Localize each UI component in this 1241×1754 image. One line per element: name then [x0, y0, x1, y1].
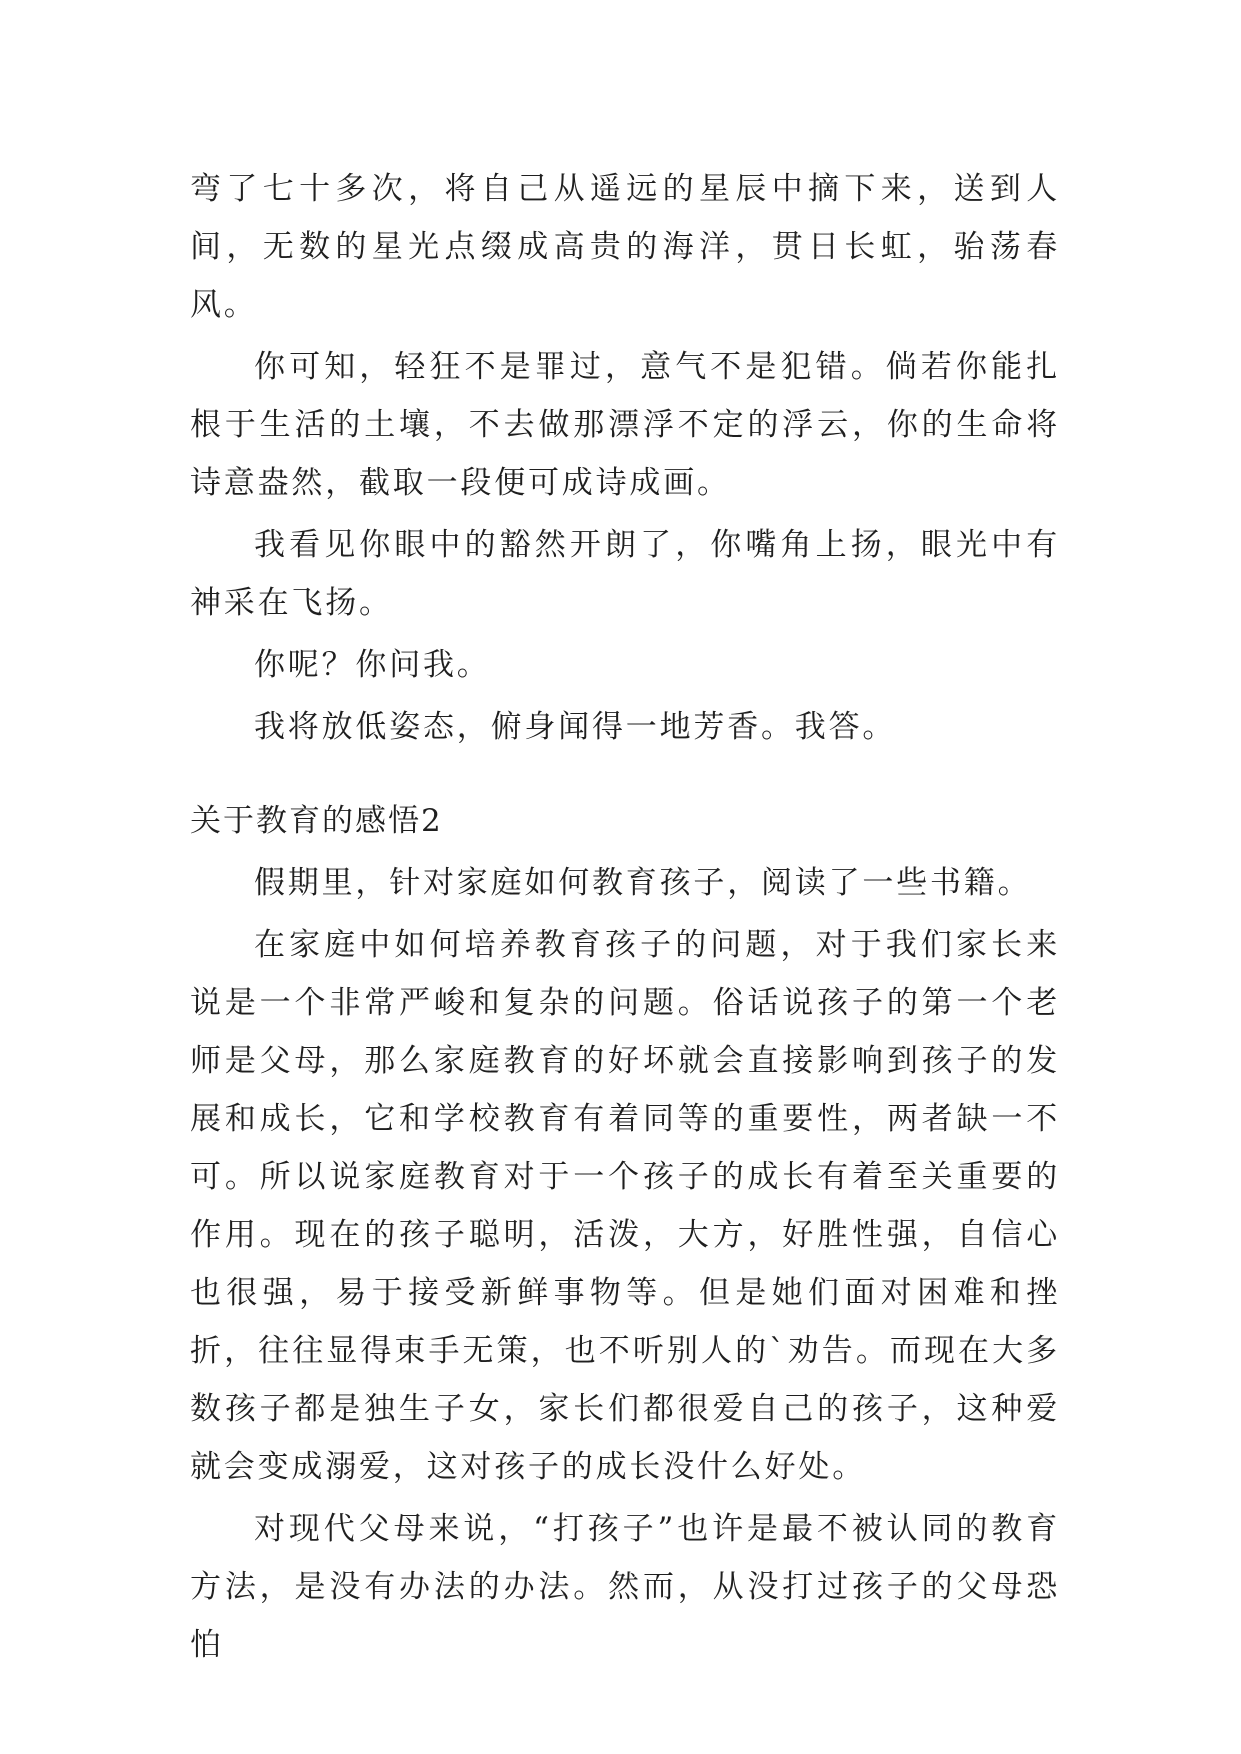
paragraph-7: 在家庭中如何培养教育孩子的问题，对于我们家长来说是一个非常严峻和复杂的问题。俗话说孩子的第一个老师是父母，那么家庭教育的好坏就会直接影响到孩子的发展和成长，它和学校教育有着同等的重要性，两者缺一不可。所以说家庭教育对于一个孩子的成长有着至关重要的作用。现在的孩子聪明，活泼，大方，好胜性强，自信心也很强，易于接受新鲜事物等。但是她们面对困难和挫折，往往显得束手无策，也不听别人的`劝告。而现在大多数孩子都是独生子女，家长们都很爱自己的孩子，这种爱就会变成溺爱，这对孩子的成长没什么好处。	[190, 927, 1060, 1485]
paragraph-1: 弯了七十多次，将自己从遥远的星辰中摘下来，送到人间，无数的星光点缀成高贵的海洋，贯日长虹，骀荡春风。	[190, 171, 1060, 323]
section-title: 关于教育的感悟2	[190, 803, 443, 839]
paragraph-5: 我将放低姿态，俯身闻得一地芳香。我答。	[254, 709, 897, 745]
paragraph-6: 假期里，针对家庭如何教育孩子，阅读了一些书籍。	[254, 865, 1032, 901]
paragraph-3: 我看见你眼中的豁然开朗了，你嘴角上扬，眼光中有神采在飞扬。	[190, 527, 1060, 621]
document-body	[190, 160, 1060, 1678]
paragraph-4: 你呢？你问我。	[254, 647, 491, 683]
paragraph-8: 对现代父母来说，“打孩子”也许是最不被认同的教育方法，是没有办法的办法。然而，从没打过孩子的父母恐怕	[190, 1511, 1060, 1663]
paragraph-2: 你可知，轻狂不是罪过，意气不是犯错。倘若你能扎根于生活的土壤，不去做那漂浮不定的浮云，你的生命将诗意盎然，截取一段便可成诗成画。	[190, 349, 1060, 501]
